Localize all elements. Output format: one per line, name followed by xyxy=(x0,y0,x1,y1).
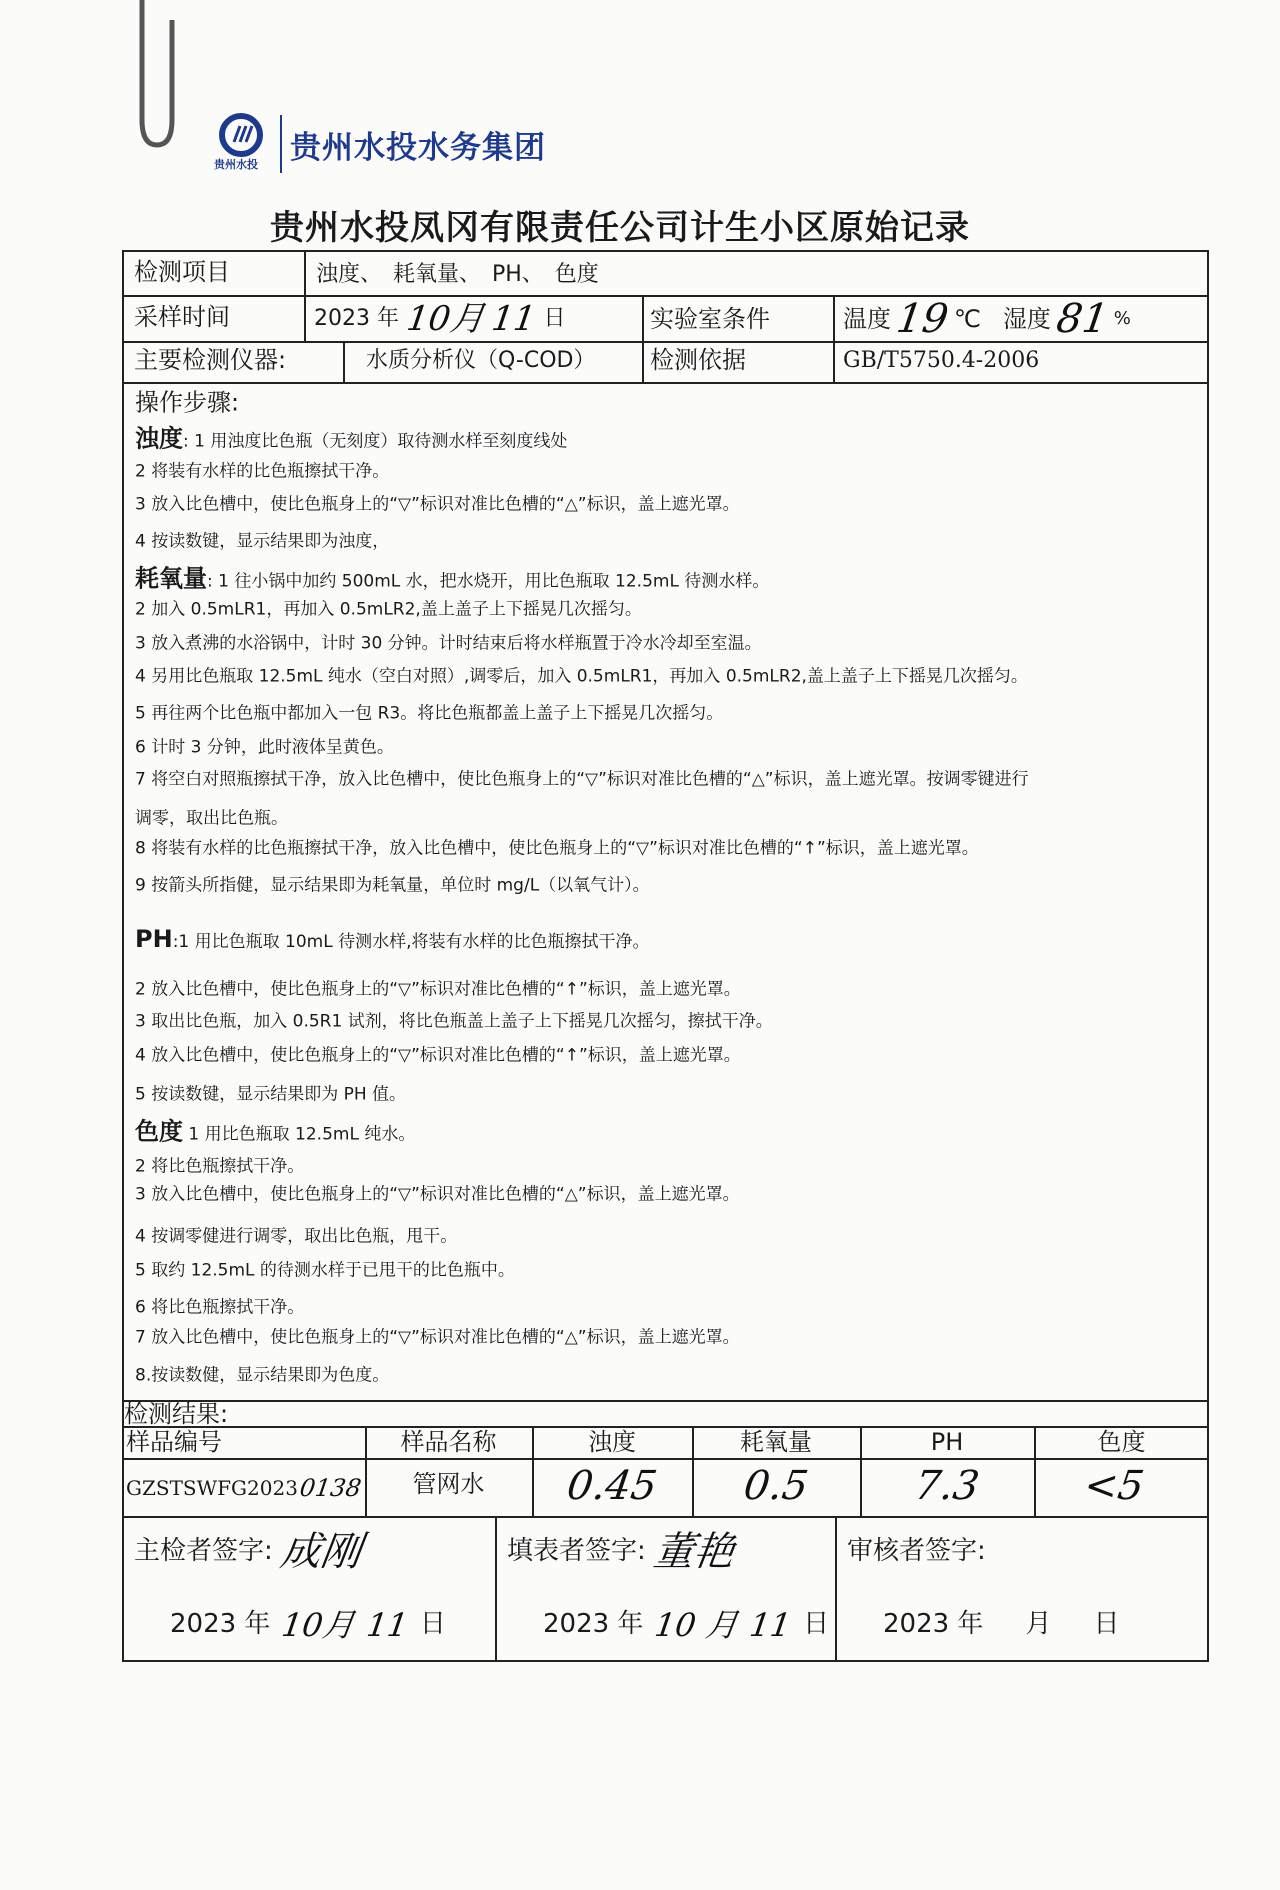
table-rule xyxy=(343,341,345,382)
sample-id-cell xyxy=(126,1460,361,1516)
step-line xyxy=(135,1007,773,1032)
step-text: 4 按调零健进行调零，取出比色瓶，甩干。 xyxy=(135,1226,458,1247)
step-line xyxy=(135,662,1028,687)
item-value: 浊度、 耗氧量、 PH、 色度 xyxy=(316,262,599,287)
results-column-header: 耗氧量 xyxy=(740,1428,812,1456)
ph-value: 7.3 xyxy=(911,1463,983,1509)
table-rule xyxy=(835,1516,837,1662)
table-rule xyxy=(122,1400,1209,1402)
step-text: 6 将比色瓶擦拭干净。 xyxy=(135,1297,305,1318)
step-text: 7 将空白对照瓶擦拭干净，放入比色槽中，使比色瓶身上的“▽”标识对准比色槽的“△”标识，盖上遮光罩。按调零键进行 xyxy=(135,769,1029,790)
results-column-header: 色度 xyxy=(1097,1428,1146,1456)
sample-month: 10月 xyxy=(404,299,488,339)
step-line xyxy=(135,457,389,482)
signature-date xyxy=(543,1598,829,1652)
step-line xyxy=(135,1152,304,1177)
step-line xyxy=(135,804,288,829)
signature-day-label: 日 xyxy=(419,1609,446,1640)
lab-condition-label: 实验室条件 xyxy=(650,305,770,333)
signature-label: 审核者签字: xyxy=(847,1536,986,1567)
step-section-heading: PH xyxy=(135,925,173,953)
lab-conditions xyxy=(843,297,1131,341)
step-text: 2 放入比色槽中，使比色瓶身上的“▽”标识对准比色槽的“↑”标识，盖上遮光罩。 xyxy=(135,979,741,1000)
step-text: 5 按读数键，显示结果即为 PH 值。 xyxy=(135,1084,407,1105)
step-text: 2 将比色瓶擦拭干净。 xyxy=(135,1156,305,1177)
handwritten-signature: 成刚 xyxy=(277,1529,364,1575)
step-line xyxy=(135,699,723,724)
signature-day: 11 xyxy=(747,1606,794,1644)
step-text: 调零，取出比色瓶。 xyxy=(135,808,288,829)
step-section-heading: 色度 xyxy=(135,1117,183,1146)
sample-day-label: 日 xyxy=(543,305,566,331)
step-text: : 1 用浊度比色瓶（无刻度）取待测水样至刻度线处 xyxy=(183,431,568,452)
color-value: <5 xyxy=(1081,1463,1147,1509)
signature-day-label: 日 xyxy=(803,1609,830,1640)
signature-label: 主检者签字: xyxy=(134,1536,273,1567)
step-text: 3 放入煮沸的水浴锅中，计时 30 分钟。计时结束后将水样瓶置于冷水冷却至室温。 xyxy=(135,633,762,654)
basis-label: 检测依据 xyxy=(650,346,746,374)
logo-name: 贵州水投水务集团 xyxy=(290,129,546,166)
temperature-value: 19 xyxy=(893,296,952,342)
signature-date xyxy=(170,1598,446,1652)
step-line xyxy=(135,595,642,620)
step-line xyxy=(135,629,762,654)
step-text: 8 将装有水样的比色瓶擦拭干净，放入比色槽中，使比色瓶身上的“▽”标识对准比色槽的“↑”标识，盖上遮光罩。 xyxy=(135,838,979,859)
step-line xyxy=(135,765,1029,790)
results-column-header: 浊度 xyxy=(588,1428,636,1456)
step-line xyxy=(135,1293,304,1318)
signature-year: 2023 年 xyxy=(883,1609,984,1640)
sample-time-label: 采样时间 xyxy=(134,303,230,331)
signature-month: 10 月 xyxy=(652,1606,742,1644)
signature-date xyxy=(883,1598,1119,1652)
step-text: 6 计时 3 分钟，此时液体呈黄色。 xyxy=(135,737,394,758)
step-text: 3 放入比色槽中，使比色瓶身上的“▽”标识对准比色槽的“△”标识，盖上遮光罩。 xyxy=(135,1184,740,1205)
logo-divider xyxy=(280,115,282,173)
signature-line xyxy=(507,1522,737,1582)
humidity-unit: % xyxy=(1113,308,1131,330)
step-text: 3 取出比色瓶，加入 0.5R1 试剂，将比色瓶盖上盖子上下摇晃几次摇匀，擦拭干净。 xyxy=(135,1011,773,1032)
table-rule xyxy=(642,295,644,382)
step-text: 1 用比色瓶取 12.5mL 纯水。 xyxy=(183,1124,416,1145)
humidity-value: 81 xyxy=(1053,296,1111,342)
handwritten-signature: 董艳 xyxy=(650,1529,737,1575)
signature-month: 月 xyxy=(1025,1609,1052,1640)
step-line xyxy=(135,1180,740,1205)
table-rule xyxy=(833,295,835,382)
sample-name: 管网水 xyxy=(412,1470,485,1498)
results-column-header: PH xyxy=(930,1428,964,1456)
instrument-label: 主要检测仪器: xyxy=(134,346,287,374)
step-line xyxy=(135,419,567,454)
step-line xyxy=(135,490,740,515)
step-text: 2 将装有水样的比色瓶擦拭干净。 xyxy=(135,461,390,482)
step-line xyxy=(135,1112,415,1147)
signature-line xyxy=(134,1522,364,1582)
step-text: 9 按箭头所指健，显示结果即为耗氧量，单位时 mg/L（以氧气计）。 xyxy=(135,875,650,896)
paperclip-icon xyxy=(132,0,182,150)
step-text: 2 加入 0.5mLR1，再加入 0.5mLR2,盖上盖子上下摇晃几次摇匀。 xyxy=(135,599,642,620)
turbidity-value: 0.45 xyxy=(564,1463,660,1509)
step-line xyxy=(135,925,650,953)
signature-line xyxy=(847,1522,986,1582)
item-label: 检测项目 xyxy=(134,258,230,286)
signature-month: 10月 xyxy=(279,1606,358,1644)
signature-label: 填表者签字: xyxy=(507,1536,646,1567)
table-rule xyxy=(122,341,1209,343)
sample-id: GZSTSWFG2023 xyxy=(126,1476,298,1500)
step-text: 3 放入比色槽中，使比色瓶身上的“▽”标识对准比色槽的“△”标识，盖上遮光罩。 xyxy=(135,494,740,515)
step-text: 7 放入比色槽中，使比色瓶身上的“▽”标识对准比色槽的“△”标识，盖上遮光罩。 xyxy=(135,1327,740,1348)
table-rule xyxy=(495,1516,497,1662)
step-text: : 1 往小锅中加约 500mL 水，把水烧开，用比色瓶取 12.5mL 待测水样。 xyxy=(207,571,770,592)
step-text: 4 放入比色槽中，使比色瓶身上的“▽”标识对准比色槽的“↑”标识，盖上遮光罩。 xyxy=(135,1045,741,1066)
sample-date xyxy=(314,297,566,341)
basis-value: GB/T5750.4-2006 xyxy=(843,348,1040,373)
step-line xyxy=(135,1256,515,1281)
step-line xyxy=(135,527,389,552)
humidity-label: 湿度 xyxy=(1002,304,1051,333)
step-line xyxy=(135,559,769,594)
step-line xyxy=(135,1361,389,1386)
step-text: 5 取约 12.5mL 的待测水样于已甩干的比色瓶中。 xyxy=(135,1260,515,1281)
step-line xyxy=(135,1222,457,1247)
results-column-header: 样品编号 xyxy=(126,1428,222,1456)
step-line xyxy=(135,1323,740,1348)
sample-day: 11 xyxy=(489,299,539,339)
document-title: 贵州水投凤冈有限责任公司计生小区原始记录 xyxy=(270,208,970,248)
company-logo xyxy=(210,112,546,176)
step-text: :1 用比色瓶取 10mL 待测水样,将装有水样的比色瓶擦拭干净。 xyxy=(172,932,650,952)
results-column-header: 样品名称 xyxy=(400,1428,497,1456)
signature-year: 2023 年 xyxy=(170,1609,271,1640)
results-title: 检测结果: xyxy=(124,1400,229,1428)
step-line xyxy=(135,1041,741,1066)
step-section-heading: 浊度 xyxy=(135,424,183,453)
oxygen-consumption-value: 0.5 xyxy=(740,1463,812,1509)
signature-day: 11 xyxy=(364,1606,411,1644)
step-text: 4 按读数键，显示结果即为浊度， xyxy=(135,531,390,552)
signature-year: 2023 年 xyxy=(543,1609,644,1640)
table-rule xyxy=(304,250,306,341)
step-line xyxy=(135,733,394,758)
logo-mark-icon xyxy=(210,112,274,176)
logo-mark-text: 贵州水投 xyxy=(214,158,258,171)
step-line xyxy=(135,871,650,896)
sample-id-handwritten: 0138 xyxy=(297,1474,363,1502)
signature-day-label: 日 xyxy=(1093,1609,1120,1640)
step-line xyxy=(135,1080,406,1105)
step-text: 8.按读数健，显示结果即为色度。 xyxy=(135,1365,390,1386)
table-rule xyxy=(122,382,1209,384)
instrument-value: 水质分析仪（Q-COD） xyxy=(366,348,596,373)
step-text: 5 再往两个比色瓶中都加入一包 R3。将比色瓶都盖上盖子上下摇晃几次摇匀。 xyxy=(135,703,724,724)
step-text: 4 另用比色瓶取 12.5mL 纯水（空白对照）,调零后，加入 0.5mLR1，再加入 0.5mLR2,盖上盖子上下摇晃几次摇匀。 xyxy=(135,666,1028,687)
steps-title: 操作步骤: xyxy=(135,388,240,417)
step-section-heading: 耗氧量 xyxy=(135,564,207,593)
sample-year: 2023 年 xyxy=(314,305,399,331)
temperature-label: 温度 xyxy=(843,304,891,333)
step-line xyxy=(135,975,741,1000)
temperature-unit: ℃ xyxy=(953,304,981,333)
step-line xyxy=(135,834,979,859)
table-rule xyxy=(122,1516,1209,1518)
